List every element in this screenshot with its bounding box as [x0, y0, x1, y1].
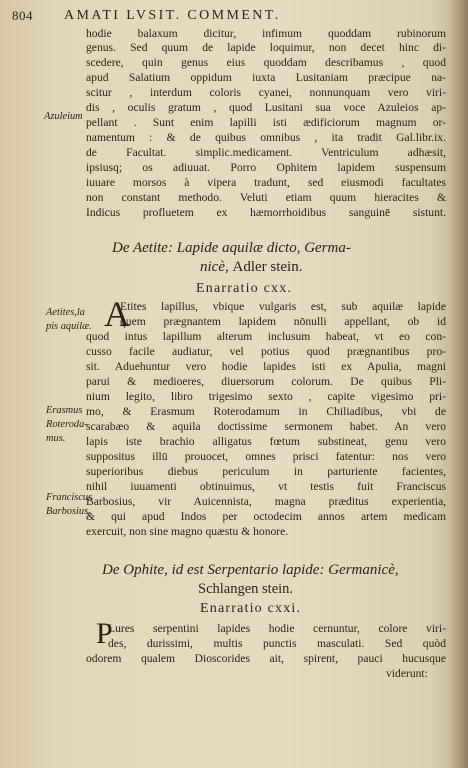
page-gutter-shadow: [450, 0, 468, 768]
text-line: iuuare morsos à vipera tradunt, sed eiusmodi facultates: [86, 176, 446, 189]
text-line: ipsiusq; os adiuuat. Porro Ophitem lapidem suspensum: [86, 161, 446, 174]
enarratio-heading: Enarratio cxx.: [196, 281, 293, 296]
text-line: suppositus illū prouocet, omnes prisci fatentur: nos vero: [86, 450, 446, 463]
text-line: namentum : & de quibus omnibus , ita tradit Gal.libr.ix.: [86, 131, 446, 144]
text-line: lapis iste brachio alligatus fœtum substineat, genu vero: [86, 435, 446, 448]
aetite-paragraph: [86, 294, 446, 560]
text-line: non constant methodo. Veluti etiam quum hieracites &: [86, 191, 446, 204]
text-line: & qui apud Indos per octodecim annos artem medicam: [86, 510, 446, 523]
intro-paragraph: [86, 27, 446, 267]
text-line: scedere, quin genus eius quoddam describamus , quod: [86, 56, 446, 69]
section-title-ophite-line1: De Ophite, id est Serpentario lapide: Germanicè,: [102, 562, 399, 578]
running-head: AMATI LVSIT. COMMENT.: [64, 8, 281, 23]
margin-note-aetites-2: pis aquilæ.: [46, 321, 92, 332]
text-line: Indicus profluetem ex hæmorrhoidibus sanguinē sistunt.: [86, 206, 446, 219]
section-title-roman: Adler stein.: [232, 259, 303, 275]
margin-note-erasmus-3: mus.: [46, 433, 66, 444]
margin-note-franciscus-1: Franciscus: [46, 492, 93, 503]
text-line: scarabæo & aquila doctissime sermonem habet. An vero: [86, 420, 446, 433]
text-line: quem prægnantem lapidem nōnulli appellant, ob id: [120, 315, 446, 328]
enarratio-heading: Enarratio cxxi.: [200, 601, 302, 616]
page-number: 804: [12, 8, 33, 23]
text-line: genus. Sed quum de lapide loquimur, non decet hinc di-: [86, 41, 446, 54]
text-line: quod intus lapillum alterum inclusum habeat, vt eo con-: [86, 330, 446, 343]
text-line: des, durissimi, multis punctis masculati. Sed quòd: [108, 637, 446, 650]
ophite-paragraph: [86, 622, 446, 686]
text-line: pellant . Sunt enim lapilli isti ædificiorum magnum or-: [86, 116, 446, 129]
text-line: parui & medioeres, diuersorum colorum. De quibus Pli-: [86, 375, 446, 388]
text-line: viderunt:: [386, 667, 428, 680]
margin-note-erasmus-1: Erasmus: [46, 405, 83, 416]
text-line: scitur , interdum coloris cyanei, nonnunquam vero viri-: [86, 86, 446, 99]
drop-cap: P: [96, 617, 113, 650]
text-line: nium legito, libro trigesimo sexto , capite vigesimo pri-: [86, 390, 446, 403]
text-line: odorem qualem Dioscorides ait, spirent, pauci hucusque: [86, 652, 446, 665]
text-line: exercuit, non sine magno quæstu & honore.: [86, 525, 289, 538]
text-line: cusso facile audiatur, vel potius quod prægnantibus pro-: [86, 345, 446, 358]
margin-note-aetites-1: Aetites,la: [46, 307, 85, 318]
text-line: nihil iuuamenti obtinuimus, vt testis fuit Franciscus: [86, 480, 446, 493]
margin-note-franciscus-2: Barbosius.: [46, 506, 91, 517]
text-line: mo, & Erasmum Roterodamum in Chiliadibus, vbi de: [86, 405, 446, 418]
text-line: dis , oculis gratum , quod Lusitani sua voce Azuleios ap-: [86, 101, 446, 114]
section-title-aetite-line2: [200, 258, 302, 276]
text-line: Barbosius, vir Auicennista, magna præditus experientia,: [86, 495, 446, 508]
margin-note-erasmus-2: Roteroda-: [46, 419, 88, 430]
text-line: hodie balaxum dicitur, infimum quoddam rubinorum: [86, 27, 446, 40]
text-line: sit. Aduehuntur vero hodie lapides isti ex Apulia, magni: [86, 360, 446, 373]
text-line: apud Salatium oppidum iuxta Lusitaniam præcipue na-: [86, 71, 446, 84]
section-title-italic: nicè,: [200, 259, 233, 275]
text-line: Etites lapillus, vbique vulgaris est, sub aquilæ lapide: [120, 300, 446, 313]
section-title-ophite-line2: Schlangen stein.: [198, 581, 294, 597]
text-line: de Facultat. simplic.medicament. Ventriculum adhæsit,: [86, 146, 446, 159]
drop-cap: A: [104, 294, 130, 334]
text-line: superioribus diebus periculum in parturiente facientes,: [86, 465, 446, 478]
page-header: [12, 8, 460, 24]
text-line: Lures serpentini lapides hodie cernuntur, colore viri-: [108, 622, 446, 635]
margin-note-azuleium: Azuleium: [44, 111, 83, 122]
section-title-aetite-line1: De Aetite: Lapide aquilæ dicto, Germa-: [112, 240, 351, 256]
